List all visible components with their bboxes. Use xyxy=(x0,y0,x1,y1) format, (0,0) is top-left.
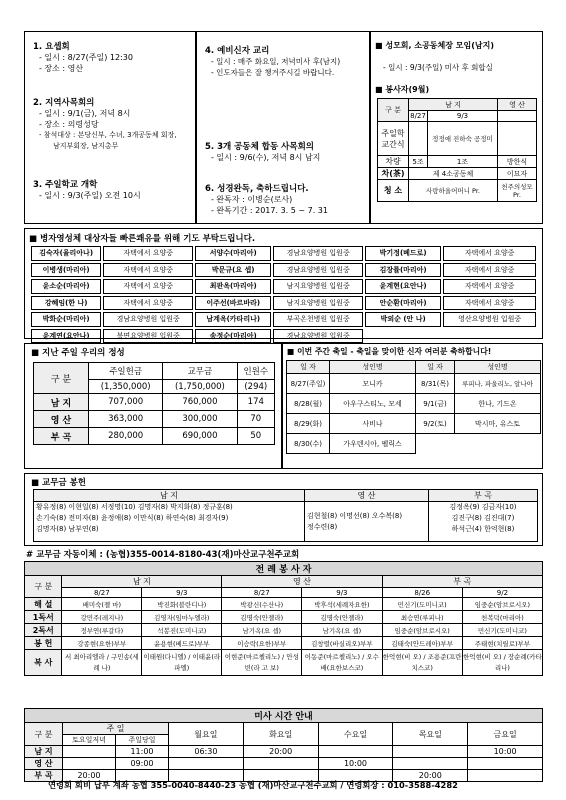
patient-status: 북면요양병원 입원중 xyxy=(103,329,193,344)
tithe-section: ■ 교무금 봉헌 남 지 영 산 부 곡 황유정(8) 이현일(8) 서정명(10) 김명자(8) 박지화(8) 정규훈(8) 손기숙(8) 전미자(8) 윤정애(8) 이만식(8) 하연숙(8) 최경자(9) 김명자(8) 남부연(8) 김현철(8) 이명선(8) 오수복(8) 정수련(8) 김정옥(9) 김금자(10) 김진구(8) 김진대(7) 하석근(4) 한억현(8) xyxy=(24,473,543,546)
patient-status: 경남요양병원 입원중 xyxy=(103,312,193,327)
patient-name: 남계옥(카타리나) xyxy=(195,312,271,327)
patient-name: 강혜임(한 나) xyxy=(31,296,101,311)
mass-table: 미사 시간 안내 구 분 주 일 월요일 화요일 수요일 목요일 금요일 토요일저녁 주일당일 남 지 11:00 06:30 20:00 10:00 영 산 09:00 10:00 부 곡 20:00 20:00 xyxy=(24,708,543,782)
notice-3: 3. 주일학교 개학 - 일시 : 9/3(주일) 오전 10시 xyxy=(33,180,141,200)
patient-name: 박기정(베드로) xyxy=(365,246,441,261)
table-row: 8/27(주일) 모니카 8/31(목) 루피나, 파울리노, 알나아 xyxy=(287,374,541,394)
patient-name xyxy=(365,329,441,344)
patient-name: 이주선(바르바라) xyxy=(195,296,271,311)
patient-name: 송정순(마리아) xyxy=(195,329,271,344)
notice-box-3: ■ 성모회, 소공동체장 모임(남지) - 일시 : 9/3(주일) 미사 후 회합실 ■ 봉사자(9월) 구 분 남 지 영 산 8/27 9/3 주일학교간식 정정애 진하숙 공정미 차량 5조 1조 방한식 차(茶) 제 4소공동체 이묘자 청 소 사랑하올어머니 Pr. 천주의성모 Pr. xyxy=(370,31,543,224)
notice-box-1 xyxy=(24,31,196,224)
sick-row xyxy=(31,329,538,344)
sick-title: ■ 병자영성체 대상자들 빠른쾌유를 위해 기도 부탁드립니다. xyxy=(29,234,256,244)
patient-name: 안순환(마리아) xyxy=(365,296,441,311)
patient-name: 박문규(요 셉) xyxy=(195,263,271,278)
sick-grid xyxy=(31,246,538,345)
table-row: 부 곡 280,000 690,000 50 xyxy=(34,428,275,445)
offering-table: 구 분 주일헌금 교무금 인원수 (1,350,000) (1,750,000) (294) 남 지 707,000 760,000 174 영 산 363,000 300,000 70 부 곡 280,000 690,000 50 xyxy=(33,362,275,445)
patient-status: 자택에서 요양중 xyxy=(443,263,536,278)
table-row: 영 산 09:00 10:00 xyxy=(25,758,543,770)
table-row: 영 산 363,000 300,000 70 xyxy=(34,411,275,428)
patient-status xyxy=(443,329,536,344)
sick-row xyxy=(31,246,538,261)
table-row: 8/28(월) 아우구스티노, 모세 9/1(금) 한나, 기드온 xyxy=(287,394,541,414)
notice-2: 2. 지역사목회의 - 일시 : 9/1(금), 저녁 8시 - 장소 : 의령성당 - 참석대상 : 본당신부, 수녀, 3개공동체 회장, 남지부회장, 남지총무 xyxy=(33,98,177,150)
patient-status: 남지요양병원 입원중 xyxy=(273,296,363,311)
patient-name: 이병생(마리아) xyxy=(31,263,101,278)
patient-status: 경남요양병원 입원중 xyxy=(273,329,363,344)
liturgy-table: 전 례 봉 사 자 구 분 남 지 영 산 부 곡 8/27 9/3 8/27 9/3 8/26 9/2 해 설 배미숙(젤 마) 박진화(블란디나) 박광신(수산나) 박후석(세례자요한) 민신기(도미니코) 임중순(암브로시오) 1독서 강민주(레지나) 김영자(임마누엘라) 김명숙(안젤라) 김명숙(안젤라) 최승연(루피나) 천복덕(마리아) 2독서 정부연(루갈다) 석봉진(도미니코) 남기옥(요 셉) 남기옥(요 셉) 임중순(암브로시오) 민신기(도미니코) 봉 헌 강종현(요한)부부 윤용현(베드로)부부 이승락(요한)부부 김창렬(바실리오)부부 김태숙(안드레아)부부 주태현(치릴로)부부 복 사 서 최아리엘라 / 구민송(세 례 나) 이태원(다니엘) / 이태윤(라파엘) 이현준(마르첼리노) / 안성빈(라 고 보) 이동준(마르첼리노) / 오수배(요한보스코) 한억현(비 오) / 조용준(프란치스코) 한억현(비 오) / 장순례(카타리나) xyxy=(24,561,543,676)
feast-section: ■ 이번 주간 축일 - 축일을 맞이한 신자 여러분 축하합니다! 일 자 성인명 일 자 성인명 8/27(주일) 모니카 8/31(목) 루피나, 파울리노, 알나아 8/28(월) 아우구스티노, 모세 9/1(금) 한나, 기드온 8/29(화) 사비나 9/2(토) 막시마, 유스토 8/30(수) 가우덴시아, 펠릭스 xyxy=(282,343,543,469)
footer-line: 연령회 회비 납부 계좌 농협 355-0040-8440-23 농협 (재)마산교구천주교회 / 연령회장 : 010-3588-4282 xyxy=(48,780,458,790)
table-row: 부 곡 20:00 20:00 xyxy=(25,770,543,782)
patient-name: 서양수(마리아) xyxy=(195,246,271,261)
service-table: 구 분 남 지 영 산 8/27 9/3 주일학교간식 정정애 진하숙 공정미 차량 5조 1조 방한식 차(茶) 제 4소공동체 이묘자 청 소 사랑하올어머니 Pr. 천주의성모 Pr. xyxy=(377,98,537,202)
patient-status: 경남요양병원 입원중 xyxy=(273,263,363,278)
patient-status: 자택에서 요양중 xyxy=(103,296,193,311)
sick-row xyxy=(31,312,538,327)
sick-section xyxy=(24,228,543,339)
table-row: 1독서 강민주(레지나) 김영자(임마누엘라) 김명숙(안젤라) 김명숙(안젤라) 최승연(루피나) 천복덕(마리아) xyxy=(25,611,543,624)
patient-status: 부곡온천병원 입원중 xyxy=(273,312,363,327)
patient-status: 자택에서 요양중 xyxy=(103,279,193,294)
patient-name: 박외순 (안 나) xyxy=(365,312,441,327)
table-row: 남 지 707,000 760,000 174 xyxy=(34,394,275,411)
offering-section: ■ 지난 주일 우리의 정성 구 분 주일헌금 교무금 인원수 (1,350,000) (1,750,000) (294) 남 지 707,000 760,000 174 영 산 363,000 300,000 70 부 곡 280,000 690,000 50 xyxy=(24,343,282,469)
patient-status: 자택에서 요양중 xyxy=(443,279,536,294)
patient-name: 최판옥(마리아) xyxy=(195,279,271,294)
table-row: 2독서 정부연(루갈다) 석봉진(도미니코) 남기옥(요 셉) 남기옥(요 셉) 임중순(암브로시오) 민신기(도미니코) xyxy=(25,624,543,637)
table-row: 8/30(수) 가우덴시아, 펠릭스 xyxy=(287,434,541,454)
patient-status: 자택에서 요양중 xyxy=(443,296,536,311)
notice-1: 1. 요셉회 - 일시 : 8/27(주일) 12:30 - 장소 : 영산 xyxy=(33,42,133,73)
account-line: # 교무금 자동이체 : (농협)355-0014-8180-43(재)마산교구천주교회 xyxy=(26,550,300,560)
sick-row xyxy=(31,279,538,294)
patient-status: 영산요양병원 입원중 xyxy=(443,312,536,327)
notice-box-2: 4. 예비신자 교리 - 일시 : 매주 화요일, 저녁미사 후(남지) - 인도자들은 잘 챙겨주시길 바랍니다. 5. 3개 공동체 합동 사목회의 - 일시 : 9/6(수), 저녁 8시 남지 6. 성경완독, 축하드립니다. - 완독자 : 이병순(로사) - 완독기간 : 2017. 3. 5 ~ 7. 31 xyxy=(196,31,370,224)
patient-name: 김숙자(율리아나) xyxy=(31,246,101,261)
patient-status: 자택에서 요양중 xyxy=(103,263,193,278)
patient-status: 자택에서 요양중 xyxy=(103,246,193,261)
sick-row xyxy=(31,296,538,311)
patient-status: 경남요양병원 입원중 xyxy=(273,246,363,261)
patient-name: 윤소순(마리아) xyxy=(31,279,101,294)
patient-name: 박화순(마리아) xyxy=(31,312,101,327)
patient-name: 김장률(마리아) xyxy=(365,263,441,278)
patient-status: 남지요양병원 입원중 xyxy=(273,279,363,294)
table-row: 남 지 11:00 06:30 20:00 10:00 xyxy=(25,746,543,758)
table-row: 봉 헌 강종현(요한)부부 윤용현(베드로)부부 이승락(요한)부부 김창렬(바실리오)부부 김태숙(안드레아)부부 주태현(치릴로)부부 xyxy=(25,637,543,650)
patient-status: 자택에서 요양중 xyxy=(443,246,536,261)
table-row: 복 사 서 최아리엘라 / 구민송(세 례 나) 이태원(다니엘) / 이태윤(라파엘) 이현준(마르첼리노) / 안성빈(라 고 보) 이동준(마르첼리노) / 오수배(요한보스코) 한억현(비 오) / 조용준(프란치스코) 한억현(비 오) / 장순례(카타리나) xyxy=(25,650,543,676)
sick-row xyxy=(31,263,538,278)
table-row: 8/29(화) 사비나 9/2(토) 막시마, 유스토 xyxy=(287,414,541,434)
table-row: 해 설 배미숙(젤 마) 박진화(블란디나) 박광신(수산나) 박후석(세례자요한) 민신기(도미니코) 임중순(암브로시오) xyxy=(25,598,543,611)
feast-table: 일 자 성인명 일 자 성인명 8/27(주일) 모니카 8/31(목) 루피나, 파울리노, 알나아 8/28(월) 아우구스티노, 모세 9/1(금) 한나, 기드온 8/29(화) 사비나 9/2(토) 막시마, 유스토 8/30(수) 가우덴시아, 펠릭스 xyxy=(286,360,541,454)
tithe-table: 남 지 영 산 부 곡 황유정(8) 이현일(8) 서정명(10) 김명자(8) 박지화(8) 정규훈(8) 손기숙(8) 전미자(8) 윤정애(8) 이만식(8) 하연숙(8) 최경자(9) 김명자(8) 남부연(8) 김현철(8) 이명선(8) 오수복(8) 정수련(8) 김정옥(9) 김금자(10) 김진구(8) 김진대(7) 하석근(4) 한억현(8) xyxy=(33,489,538,542)
patient-name: 윤계연(요안나) xyxy=(31,329,101,344)
notice-title: 1. 요셉회 xyxy=(33,42,70,52)
patient-name: 윤계현(요안나) xyxy=(365,279,441,294)
